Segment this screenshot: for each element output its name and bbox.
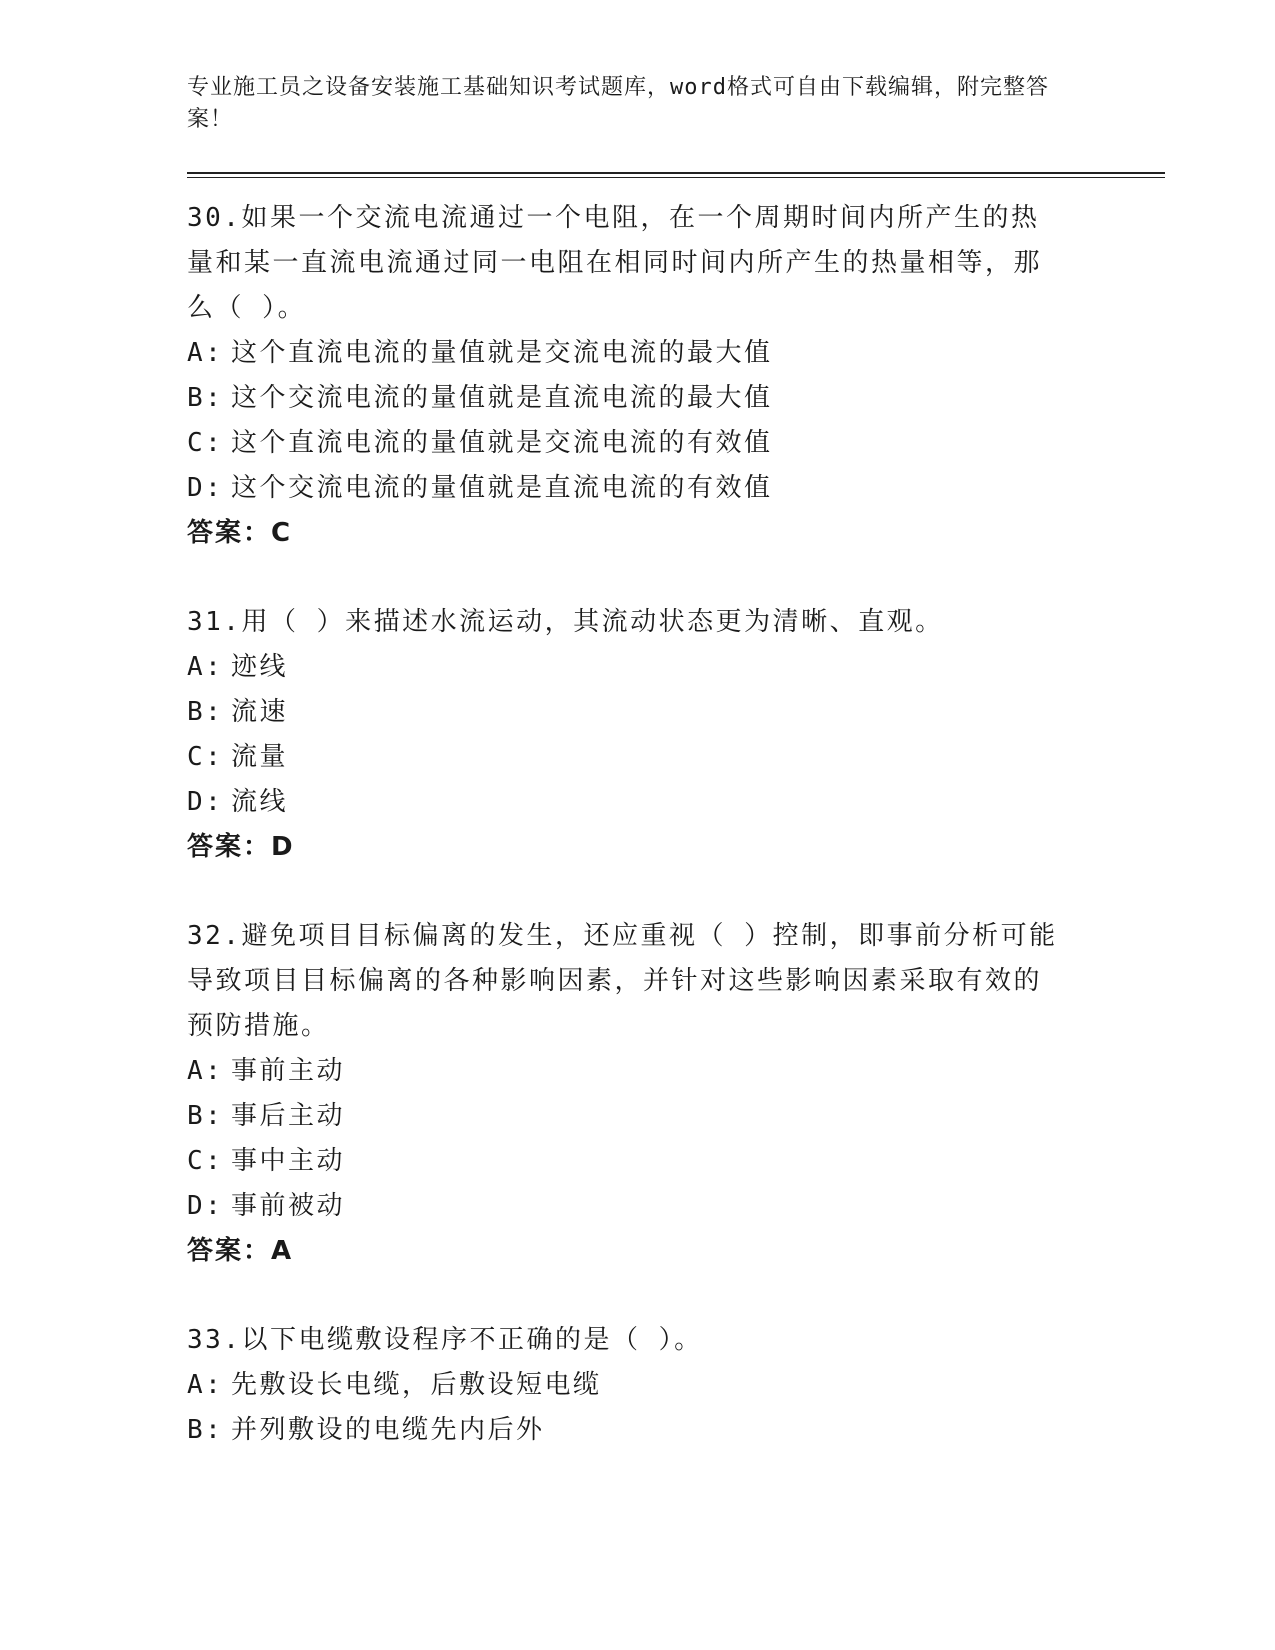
question-33 <box>187 1318 1147 1453</box>
question-stem: 33.以下电缆敷设程序不正确的是（ ）。 <box>187 1325 703 1355</box>
option-text: 流速 <box>231 697 289 727</box>
option-letter: D: <box>187 787 224 817</box>
option-text: 事前被动 <box>231 1191 346 1221</box>
option-b <box>187 1408 1147 1453</box>
option-letter: C: <box>187 1146 224 1176</box>
document-page <box>187 72 1147 1453</box>
option-a <box>187 1049 1147 1094</box>
option-b <box>187 376 1147 421</box>
question-stem: 31.用（ ）来描述水流运动，其流动状态更为清晰、直观。 <box>187 607 944 637</box>
option-letter: D: <box>187 1191 224 1221</box>
option-letter: D: <box>187 473 224 503</box>
question-32 <box>187 914 1147 1274</box>
option-c <box>187 421 1147 466</box>
option-b <box>187 690 1147 735</box>
option-d <box>187 780 1147 825</box>
option-text: 这个直流电流的量值就是交流电流的最大值 <box>231 338 773 368</box>
option-letter: B: <box>187 1101 224 1131</box>
option-text: 事后主动 <box>231 1101 346 1131</box>
option-letter: C: <box>187 742 224 772</box>
option-d <box>187 466 1147 511</box>
header-divider <box>187 172 1165 178</box>
option-c <box>187 735 1147 780</box>
answer-line: 答案：A <box>187 1236 294 1266</box>
option-text: 这个交流电流的量值就是直流电流的最大值 <box>231 383 773 413</box>
option-c <box>187 1139 1147 1184</box>
option-letter: A: <box>187 652 224 682</box>
question-stem: 32.避免项目目标偏离的发生，还应重视（ ）控制，即事前分析可能导致项目目标偏离的各种影响因素，并针对这些影响因素采取有效的预防措施。 <box>187 921 1058 1041</box>
option-text: 这个交流电流的量值就是直流电流的有效值 <box>231 473 773 503</box>
option-text: 并列敷设的电缆先内后外 <box>231 1415 545 1445</box>
option-d <box>187 1184 1147 1229</box>
option-b <box>187 1094 1147 1139</box>
question-31 <box>187 600 1147 870</box>
option-a <box>187 1363 1147 1408</box>
question-stem: 30.如果一个交流电流通过一个电阻，在一个周期时间内所产生的热量和某一直流电流通过同一电阻在相同时间内所产生的热量相等，那么（ ）。 <box>187 203 1043 323</box>
option-text: 迹线 <box>231 652 289 682</box>
option-letter: C: <box>187 428 224 458</box>
option-text: 流线 <box>231 787 289 817</box>
option-a <box>187 331 1147 376</box>
option-text: 流量 <box>231 742 289 772</box>
answer-line: 答案：C <box>187 518 293 548</box>
option-text: 先敷设长电缆，后敷设短电缆 <box>231 1370 602 1400</box>
document-header: 专业施工员之设备安装施工基础知识考试题库，word格式可自由下载编辑，附完整答案！ <box>187 75 1049 132</box>
option-letter: A: <box>187 338 224 368</box>
option-letter: A: <box>187 1370 224 1400</box>
answer-line: 答案：D <box>187 832 295 862</box>
option-letter: B: <box>187 697 224 727</box>
option-letter: B: <box>187 1415 224 1445</box>
option-letter: A: <box>187 1056 224 1086</box>
option-letter: B: <box>187 383 224 413</box>
question-30 <box>187 196 1147 556</box>
option-text: 事前主动 <box>231 1056 346 1086</box>
option-text: 事中主动 <box>231 1146 346 1176</box>
option-a <box>187 645 1147 690</box>
option-text: 这个直流电流的量值就是交流电流的有效值 <box>231 428 773 458</box>
